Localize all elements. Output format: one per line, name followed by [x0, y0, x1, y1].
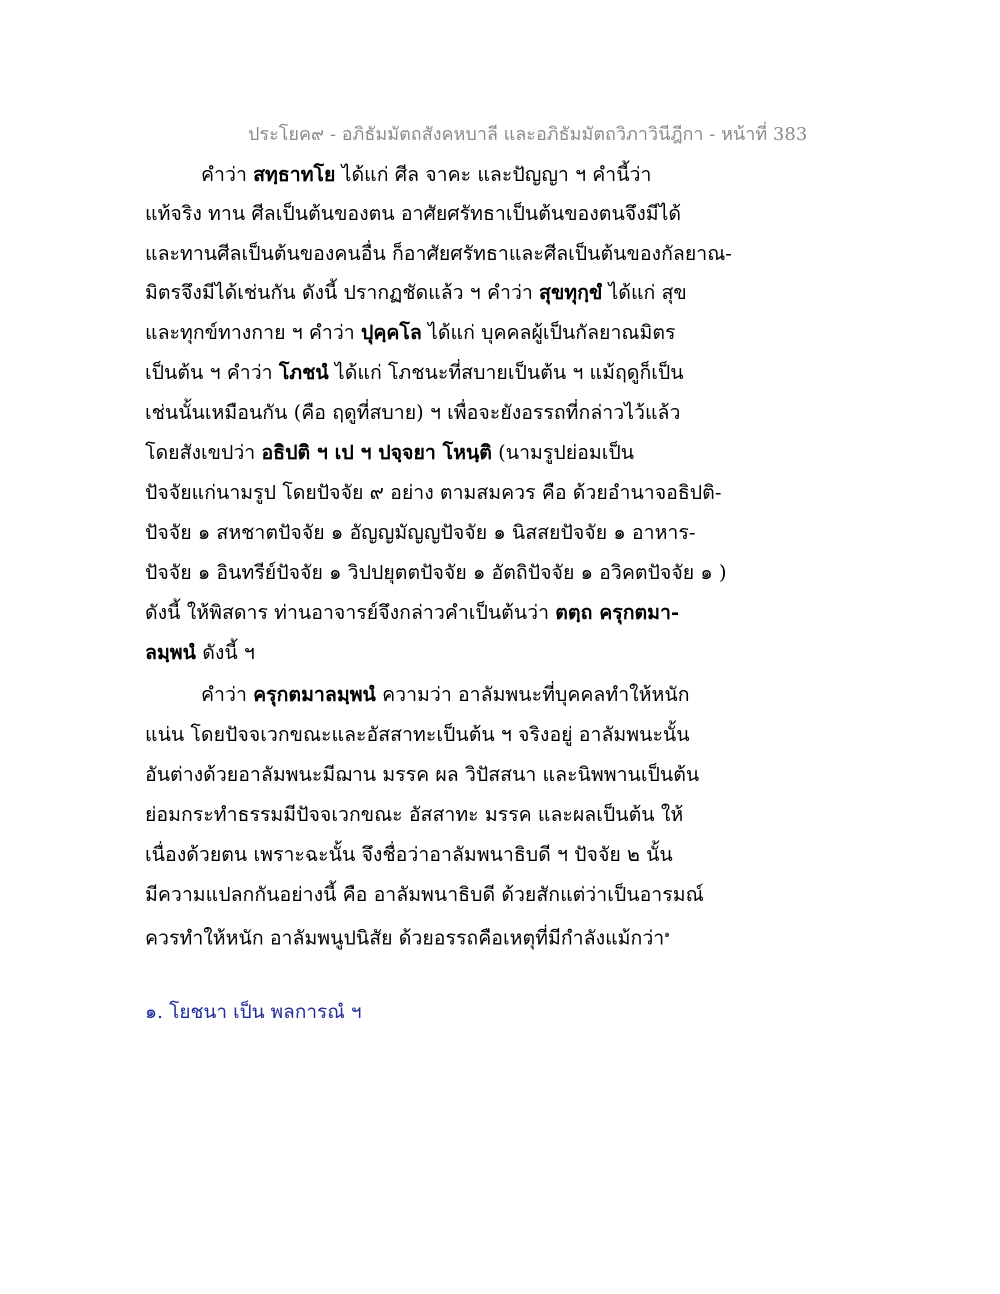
text-line: คำว่า สทฺธาทโย ได้แก่ ศีล จาคะ และปัญญา ฯ คำนี้ว่า: [201, 163, 652, 186]
text-line: และทานศีลเป็นต้นของคนอื่น ก็อาศัยศรัทธาและศีลเป็นต้นของกัลยาณ-: [145, 242, 732, 265]
text-line: ควรทำให้หนัก อาลัมพนูปนิสัย ด้วยอรรถคือเหตุที่มีกำลังแม้กว่า$^๑$: [145, 926, 670, 950]
page-header: ประโยค๙ - อภิธัมมัตถสังคหบาลี และอภิธัมมัตถวิภาวินีฎีกา - หน้าที่ 383: [248, 124, 808, 145]
pali-term: ลมฺพนํ: [145, 641, 196, 664]
text-line: ปัจจัย ๑ อินทรีย์ปัจจัย ๑ วิปปยุตตปัจจัย ๑ อัตถิปัจจัย ๑ อวิคตปัจจัย ๑ ): [145, 561, 727, 584]
text-line: แท้จริง ทาน ศีลเป็นต้นของตน อาศัยศรัทธาเป็นต้นของตนจึงมีได้: [145, 202, 682, 225]
text-line: มิตรจึงมีได้เช่นกัน ดังนี้ ปรากฏชัดแล้ว ฯ คำว่า สุขทุกฺขํ ได้แก่ สุข: [145, 281, 687, 304]
text-line: แน่น โดยปัจจเวกขณะและอัสสาทะเป็นต้น ฯ จริงอยู่ อาลัมพนะนั้น: [145, 723, 690, 746]
text-line: ย่อมกระทำธรรมมีปัจจเวกขณะ อัสสาทะ มรรค และผลเป็นต้น ให้: [145, 803, 684, 826]
text-line: คำว่า ครุกตมาลมฺพนํ ความว่า อาลัมพนะที่บุคคลทำให้หนัก: [201, 683, 690, 706]
footnote-marker: ๑: [664, 930, 670, 940]
text-line: และทุกข์ทางกาย ฯ คำว่า ปุคฺคโล ได้แก่ บุคคลผู้เป็นกัลยาณมิตร: [145, 321, 676, 344]
pali-term: ครุกตมาลมฺพนํ: [253, 683, 376, 706]
pali-term: ตตฺถ ครุกตมา-: [555, 601, 680, 624]
text-line: โดยสังเขปว่า อธิปติ ฯ เป ฯ ปจฺจยา โหนฺติ (นามรูปย่อมเป็น: [145, 441, 635, 464]
pali-term: อธิปติ ฯ เป ฯ ปจฺจยา โหนฺติ: [261, 441, 492, 464]
text-line: มีความแปลกกันอย่างนี้ คือ อาลัมพนาธิบดี ด้วยสักแต่ว่าเป็นอารมณ์: [145, 883, 704, 906]
text-line: ปัจจัยแก่นามรูป โดยปัจจัย ๙ อย่าง ตามสมควร คือ ด้วยอำนาจอธิปติ-: [145, 481, 722, 504]
pali-term: ปุคฺคโล: [360, 321, 422, 344]
pali-term: สทฺธาทโย: [253, 163, 336, 186]
pali-term: สุขทุกฺขํ: [539, 281, 603, 304]
text-line: เนื่องด้วยตน เพราะฉะนั้น จึงชื่อว่าอาลัมพนาธิบดี ฯ ปัจจัย ๒ นั้น: [145, 843, 673, 866]
pali-term: โภชนํ: [278, 361, 329, 384]
text-line: ลมฺพนํ ดังนี้ ฯ: [145, 641, 255, 664]
text-line: เช่นนั้นเหมือนกัน (คือ ฤดูที่สบาย) ฯ เพื่อจะยังอรรถที่กล่าวไว้แล้ว: [145, 401, 681, 424]
text-line: เป็นต้น ฯ คำว่า โภชนํ ได้แก่ โภชนะที่สบายเป็นต้น ฯ แม้ฤดูก็เป็น: [145, 361, 684, 384]
text-line: ดังนี้ ให้พิสดาร ท่านอาจารย์จึงกล่าวคำเป็นต้นว่า ตตฺถ ครุกตมา-: [145, 601, 680, 624]
text-line: อันต่างด้วยอาลัมพนะมีฌาน มรรค ผล วิปัสสนา และนิพพานเป็นต้น: [145, 763, 700, 786]
footnote: ๑. โยชนา เป็น พลการณํ ฯ: [145, 1001, 362, 1023]
text-line: ปัจจัย ๑ สหชาตปัจจัย ๑ อัญญมัญญปัจจัย ๑ นิสสยปัจจัย ๑ อาหาร-: [145, 521, 696, 544]
